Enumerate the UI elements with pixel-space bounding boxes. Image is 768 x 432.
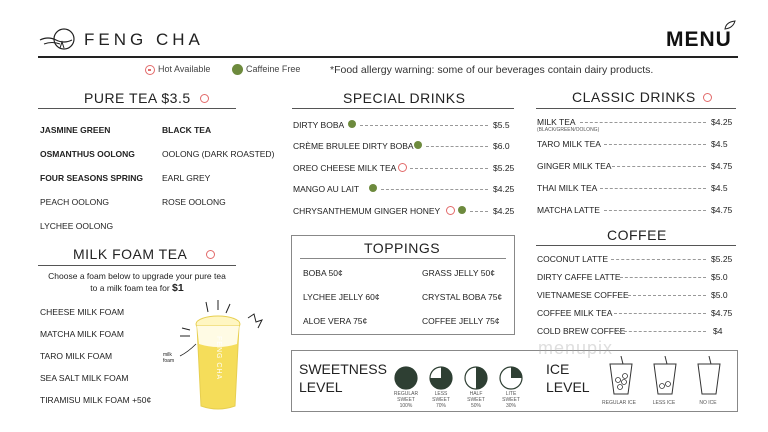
leader-dots [381, 189, 488, 190]
leader-dots [614, 313, 706, 314]
coffee-item-price: $4 [713, 326, 723, 336]
pure-tea-item: JASMINE GREEN [40, 125, 111, 135]
coffee-divider [536, 245, 736, 246]
ice-level-label: NO ICE [699, 400, 717, 406]
pure-tea-item: ROSE OOLONG [162, 197, 226, 207]
cup-brand-text: FENG CHA [215, 336, 222, 381]
hot-available-icon [200, 94, 209, 103]
ice-level-label: LESS ICE [652, 400, 676, 406]
pure-tea-title: PURE TEA $3.5 [84, 90, 191, 106]
classic-item-price: $4.5 [711, 183, 728, 193]
hot-available-icon [398, 163, 407, 172]
sweetness-level-label: LESS SWEET 70% [432, 391, 450, 409]
cup-foam-label: milk foam [163, 352, 175, 364]
milk-foam-title: MILK FOAM TEA [73, 246, 188, 262]
special-item-price: $4.25 [493, 184, 515, 194]
special-item-price: $6.0 [493, 141, 510, 151]
legend-hot: Hot Available [145, 64, 210, 75]
coffee-item-name: COCONUT LATTE [537, 254, 608, 264]
topping-item: COFFEE JELLY 75¢ [422, 316, 500, 326]
milk-foam-divider [38, 265, 236, 266]
special-item-name: MANGO AU LAIT [293, 184, 360, 194]
menu-title: MENU [666, 28, 732, 51]
classic-item-name: THAI MILK TEA [537, 183, 598, 193]
leader-dots [604, 144, 706, 145]
topping-item: GRASS JELLY 50¢ [422, 268, 495, 278]
pure-tea-item: LYCHEE OOLONG [40, 221, 114, 231]
topping-item: ALOE VERA 75¢ [303, 316, 368, 326]
coffee-item-price: $5.0 [711, 272, 728, 282]
topping-item: BOBA 50¢ [303, 268, 343, 278]
sweetness-fill-half [476, 367, 487, 389]
coffee-item-name: COLD BREW COFFEE [537, 326, 626, 336]
special-item-name: CRÈME BRULEE DIRTY BOBA [293, 141, 414, 151]
leader-dots [580, 122, 706, 123]
coffee-item-price: $5.0 [711, 290, 728, 300]
leader-dots [611, 259, 706, 260]
milk-foam-description: Choose a foam below to upgrade your pure tea to a milk foam tea for $1 [48, 271, 226, 294]
classic-item-name: MATCHA LATTE [537, 205, 600, 215]
special-item-price: $5.25 [493, 163, 515, 173]
coffee-item-price: $4.75 [711, 308, 733, 318]
milk-foam-item: SEA SALT MILK FOAM [40, 373, 129, 383]
special-drinks-title: SPECIAL DRINKS [343, 90, 466, 106]
milk-foam-item: CHEESE MILK FOAM [40, 307, 125, 317]
coffee-title: COFFEE [607, 227, 667, 243]
leader-dots [614, 331, 706, 332]
classic-item-name: MILK TEA [537, 117, 576, 127]
pure-tea-item: PEACH OOLONG [40, 197, 109, 207]
ice-title: ICE LEVEL [546, 361, 590, 395]
classic-drinks-divider [536, 108, 736, 109]
milk-foam-item: MATCHA MILK FOAM [40, 329, 124, 339]
ice-level-cups [606, 356, 728, 398]
sweetness-fill-lite [511, 367, 522, 378]
less-ice-cup-icon [654, 356, 676, 394]
feng-cha-logo-icon [38, 26, 78, 52]
header-divider [38, 56, 738, 58]
regular-ice-cup-icon [610, 356, 632, 394]
special-item-name: CHRYSANTHEMUM GINGER HONEY [293, 206, 441, 216]
hot-available-icon [206, 250, 215, 259]
sweetness-levels-chart [392, 364, 532, 392]
classic-item-name: GINGER MILK TEA [537, 161, 612, 171]
leader-dots [628, 295, 706, 296]
pure-tea-item: BLACK TEA [162, 125, 212, 135]
leader-dots [612, 166, 706, 167]
pure-tea-item: EARL GREY [162, 173, 211, 183]
leader-dots [410, 168, 488, 169]
special-drinks-divider [292, 108, 514, 109]
pure-tea-item: OSMANTHUS OOLONG [40, 149, 135, 159]
sweetness-level-label: REGULAR SWEET 100% [393, 391, 419, 409]
classic-item-price: $4.75 [711, 161, 733, 171]
classic-item-price: $4.75 [711, 205, 733, 215]
topping-item: LYCHEE JELLY 60¢ [303, 292, 380, 302]
special-item-price: $5.5 [493, 120, 510, 130]
leader-dots [470, 211, 488, 212]
classic-item-price: $4.25 [711, 117, 733, 127]
coffee-item-name: COFFEE MILK TEA [537, 308, 613, 318]
allergy-warning: *Food allergy warning: some of our beverages contain dairy products. [330, 64, 654, 76]
hot-available-icon [145, 65, 155, 75]
leader-dots [360, 125, 488, 126]
special-item-price: $4.25 [493, 206, 515, 216]
no-ice-cup-icon [698, 356, 720, 394]
coffee-item-price: $5.25 [711, 254, 733, 264]
ice-level-label: REGULAR ICE [602, 400, 636, 406]
pure-tea-item: OOLONG (DARK ROASTED) [162, 149, 275, 159]
caffeine-free-icon [369, 184, 377, 192]
toppings-title: TOPPINGS [364, 240, 441, 256]
hot-available-icon [446, 206, 455, 215]
leader-dots [426, 146, 488, 147]
topping-item: CRYSTAL BOBA 75¢ [422, 292, 503, 302]
sweetness-title: SWEETNESS LEVEL [299, 361, 387, 395]
pure-tea-item: FOUR SEASONS SPRING [40, 173, 143, 183]
special-item-name: OREO CHEESE MILK TEA [293, 163, 397, 173]
sweetness-level-label: LITE SWEET 30% [502, 391, 520, 409]
caffeine-free-icon [414, 141, 422, 149]
brand-name: FENG CHA [84, 30, 204, 49]
milk-foam-price: $1 [172, 282, 184, 294]
watermark: menupix [538, 338, 614, 358]
leader-dots [604, 210, 706, 211]
legend-caffeine-free: Caffeine Free [232, 64, 300, 75]
sweetness-fill-regular [395, 367, 417, 389]
classic-item-name: TARO MILK TEA [537, 139, 601, 149]
classic-drinks-title: CLASSIC DRINKS [572, 89, 696, 105]
milk-foam-item: TARO MILK FOAM [40, 351, 113, 361]
milk-foam-item: TIRAMISU MILK FOAM +50¢ [40, 395, 152, 405]
coffee-item-name: VIETNAMESE COFFEE [537, 290, 629, 300]
caffeine-free-icon [348, 120, 356, 128]
pure-tea-divider [38, 108, 236, 109]
classic-item-price: $4.5 [711, 139, 728, 149]
caffeine-free-icon [458, 206, 466, 214]
coffee-item-name: DIRTY CAFFE LATTE [537, 272, 621, 282]
leaf-icon [724, 20, 736, 30]
toppings-divider [300, 258, 506, 259]
classic-item-sub: (BLACK/GREEN/OOLONG) [537, 127, 600, 133]
special-item-name: DIRTY BOBA [293, 120, 345, 130]
leader-dots [600, 188, 706, 189]
caffeine-free-icon [232, 64, 243, 75]
leader-dots [620, 277, 706, 278]
hot-available-icon [703, 93, 712, 102]
sweetness-level-label: HALF SWEET 50% [467, 391, 485, 409]
